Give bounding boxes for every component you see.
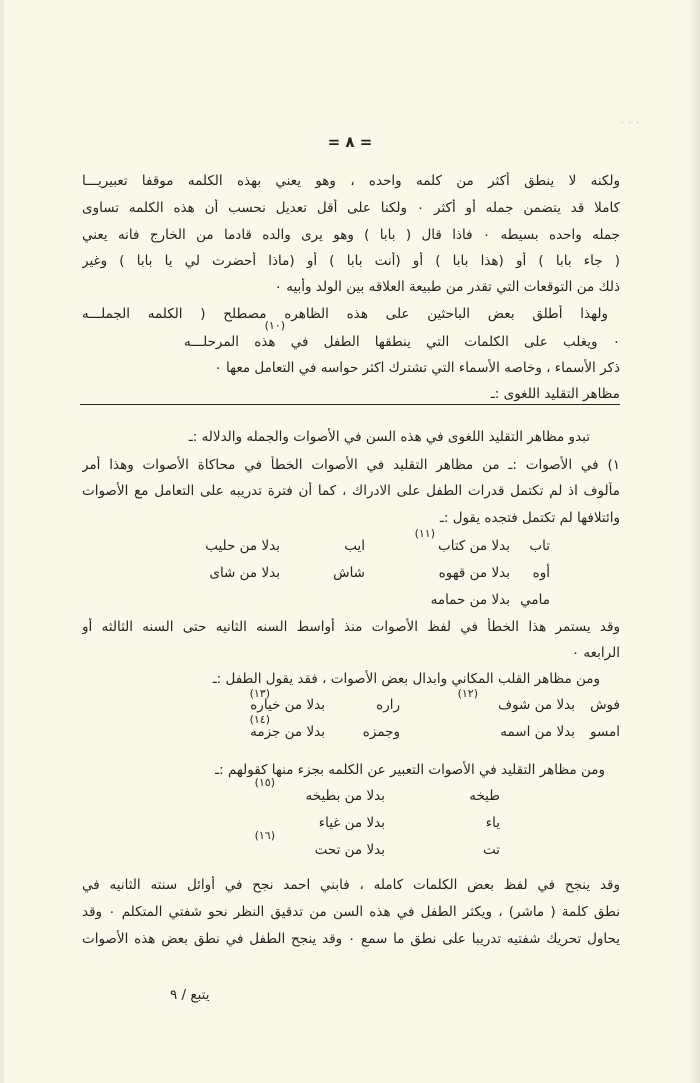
continued-note: يتبع / ٩ bbox=[170, 987, 210, 1003]
paragraph1-line: ( جاء بابا ) أو (هذا بابا ) أو (أنت بابا ) أو (ماذا أحضرت لي يا بابا ) وغير bbox=[82, 253, 620, 269]
footnote-marker-14: (١٤) bbox=[249, 713, 270, 726]
footnote-marker-10: (١٠) bbox=[264, 319, 285, 332]
paragraph4-line: وقد يستمر هذا الخطأ في لفظ الأصوات منذ أواسط السنه الثانيه حتى السنه الثالثه أو bbox=[82, 619, 620, 635]
footnote-marker-11: (١١) bbox=[414, 527, 435, 540]
item1-line: مألوف اذ لم تكتمل قدرات الطفل على الادراك ، كما أن فترة تدريبه على التعامل مع الأصوات bbox=[82, 483, 620, 499]
example-meaning: بدلا من جزمه bbox=[250, 724, 325, 740]
footnote-marker-16: (١٦) bbox=[254, 829, 275, 842]
page-edge-left bbox=[0, 0, 4, 1083]
paragraph1-line: ذلك من التوقعات التي تقدر من طبيعة العلاقه بين الولد وأبيه ٠ bbox=[274, 279, 620, 295]
example-word: مامي bbox=[520, 592, 550, 608]
example-word: طيخه bbox=[469, 788, 500, 804]
example-meaning: بدلا من حليب bbox=[205, 538, 280, 554]
example-meaning: بدلا من شوف bbox=[498, 697, 575, 713]
section-heading-underline bbox=[80, 404, 620, 405]
item1-line: وائتلافها لم تكتمل فتجده يقول :ـ bbox=[439, 510, 620, 526]
example-meaning: بدلا من غياء bbox=[318, 815, 385, 831]
footnote-marker-12: (١٢) bbox=[457, 687, 478, 700]
paragraph2-line: ذكر الأسماء ، وخاصه الأسماء التي تشترك اكثر حواسه في التعامل معها ٠ bbox=[214, 360, 620, 376]
example-meaning: بدلا من قهوه bbox=[438, 565, 510, 581]
example-meaning: بدلا من تحت bbox=[314, 842, 385, 858]
page-marks: ٠ ٠ ٠ bbox=[619, 118, 640, 128]
item1-line: ١) في الأصوات :ـ من مظاهر التقليد في الأصوات الخطأ في محاكاة الأصوات وهذا أمر bbox=[82, 457, 620, 473]
paragraph3-line: تبدو مظاهر التقليد اللغوى في هذه السن في الأصوات والجمله والدلاله :ـ bbox=[188, 429, 590, 445]
example-meaning: بدلا من بطيخه bbox=[305, 788, 385, 804]
example-meaning: بدلا من حمامه bbox=[430, 592, 510, 608]
paragraph1-line: ولكنه لا ينطق أكثر من كلمه واحده ، وهو يعني بهذه الكلمه موقفا تعبيريـــا bbox=[82, 173, 620, 189]
example-word: فوش bbox=[590, 697, 620, 713]
footnote-marker-13: (١٣) bbox=[249, 687, 270, 700]
paragraph6-line: ومن مظاهر التقليد في الأصوات التعبير عن الكلمه بجزء منها كقولهم :ـ bbox=[215, 762, 605, 778]
page-edge-right bbox=[688, 0, 700, 1083]
example-meaning: بدلا من اسمه bbox=[500, 724, 575, 740]
example-word: تت bbox=[482, 842, 500, 858]
example-meaning: بدلا من كتاب bbox=[438, 538, 510, 554]
example-word: ايب bbox=[344, 538, 365, 554]
section-heading: مظاهر التقليد اللغوى :ـ bbox=[490, 386, 620, 402]
paragraph5-line: ومن مظاهر القلب المكاني وابدال بعض الأصوات ، فقد يقول الطفل :ـ bbox=[212, 671, 600, 687]
example-word: ياء bbox=[485, 815, 500, 831]
paragraph2-line: ولهذا أطلق بعض الباحثين على هذه الظاهره مصطلح ( الكلمه الجملـــه bbox=[82, 306, 608, 322]
paragraph2-line: ٠ ويغلب على الكلمات التي ينطقها الطفل في هذه المرحلـــه bbox=[184, 334, 620, 350]
page-number: = ٨ = bbox=[327, 133, 373, 151]
paragraph7-line: نطق كلمة ( ماشر) ، ويكثر الطفل في هذه السن من تدقيق النظر نحو شفتي المتكلم ٠ وقد bbox=[82, 904, 620, 920]
paragraph4-line: الرابعه ٠ bbox=[571, 645, 620, 661]
example-word: امسو bbox=[590, 724, 620, 740]
example-word: شاش bbox=[333, 565, 365, 581]
example-meaning: بدلا من شاى bbox=[209, 565, 280, 581]
footnote-marker-15: (١٥) bbox=[254, 776, 275, 789]
paragraph1-line: كاملا قد يتضمن جمله أو أكثر ٠ ولكنا على أقل تعديل نحسب أن هذه الكلمه تساوى bbox=[82, 200, 620, 216]
paragraph7-line: يحاول تحريك شفتيه تدريبا على نطق ما سمع ٠ وقد ينجح الطفل في نطق بعض هذه الأصوات bbox=[82, 931, 620, 947]
example-word: راره bbox=[376, 697, 400, 713]
example-word: أوه bbox=[532, 565, 550, 581]
example-word: وجمزه bbox=[362, 724, 400, 740]
example-meaning: بدلا من خياره bbox=[250, 697, 325, 713]
paragraph7-line: وقد ينجح في لفظ بعض الكلمات كامله ، فابني احمد نجح في أوائل سنته الثانيه في bbox=[82, 877, 620, 893]
example-word: تاب bbox=[529, 538, 550, 554]
paragraph1-line: جمله واحده بسيطه ٠ فاذا قال ( بابا ) وهو يرى والده قادما من الخارج فانه يعني bbox=[82, 227, 620, 243]
